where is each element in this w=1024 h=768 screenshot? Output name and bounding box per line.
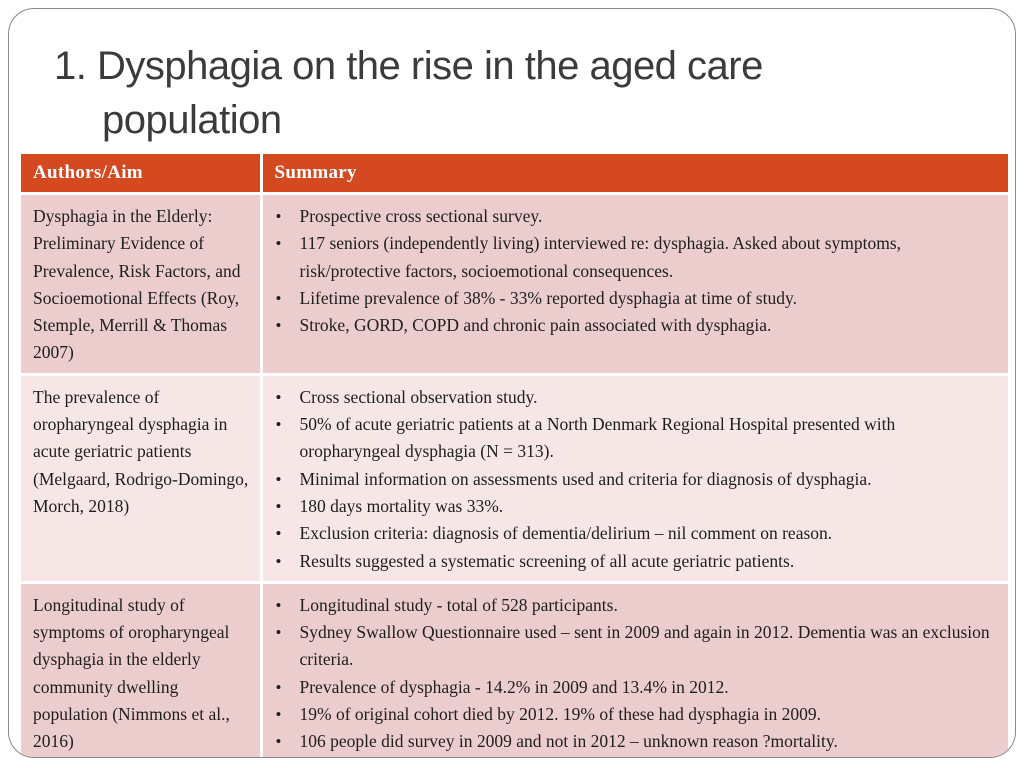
page-title xyxy=(54,39,994,147)
table-header-row xyxy=(21,154,1008,194)
header-summary: Summary xyxy=(261,154,1008,194)
title-line-1: 1. Dysphagia on the rise in the aged care xyxy=(54,44,763,88)
row-aim-cell: Dysphagia in the Elderly: Preliminary Evidence of Prevalence, Risk Factors, and Socioemotional Effects (Roy, Stemple, Merrill & Thomas 2007) xyxy=(21,194,261,375)
summary-bullet: • Prospective cross sectional survey. xyxy=(271,203,997,230)
row-aim-cell: The prevalence of oropharyngeal dysphagia in acute geriatric patients (Melgaard, Rodrigo-Domingo, Morch, 2018) xyxy=(21,374,261,582)
header-authors-aim: Authors/Aim xyxy=(21,154,261,194)
studies-table xyxy=(21,154,1008,758)
slide xyxy=(8,8,1016,758)
row-summary-cell xyxy=(261,582,1008,758)
summary-bullet: • Exclusion criteria: diagnosis of dementia/delirium – nil comment on reason. xyxy=(271,520,997,547)
summary-bullet: • Cross sectional observation study. xyxy=(271,384,997,411)
summary-list xyxy=(271,384,997,575)
table-row xyxy=(21,582,1008,758)
summary-list xyxy=(271,592,997,756)
summary-bullet: • 106 people did survey in 2009 and not in 2012 – unknown reason ?mortality. xyxy=(271,728,997,755)
table-row xyxy=(21,374,1008,582)
summary-bullet: • Results suggested a systematic screening of all acute geriatric patients. xyxy=(271,548,997,575)
summary-bullet: • 180 days mortality was 33%. xyxy=(271,493,997,520)
summary-bullet: • Prevalence of dysphagia - 14.2% in 2009 and 13.4% in 2012. xyxy=(271,674,997,701)
title-line-2: population xyxy=(102,98,282,142)
summary-bullet: • Stroke, GORD, COPD and chronic pain associated with dysphagia. xyxy=(271,312,997,339)
summary-list xyxy=(271,203,997,339)
table-row xyxy=(21,194,1008,375)
summary-bullet: • 117 seniors (independently living) interviewed re: dysphagia. Asked about symptoms, risk/protective factors, socioemotional consequences. xyxy=(271,230,997,285)
summary-bullet: • 50% of acute geriatric patients at a North Denmark Regional Hospital presented with oropharyngeal dysphagia (N = 313). xyxy=(271,411,997,466)
row-summary-cell xyxy=(261,194,1008,375)
row-summary-cell xyxy=(261,374,1008,582)
summary-bullet: • Minimal information on assessments used and criteria for diagnosis of dysphagia. xyxy=(271,466,997,493)
summary-bullet: • Sydney Swallow Questionnaire used – sent in 2009 and again in 2012. Dementia was an exclusion criteria. xyxy=(271,619,997,674)
summary-bullet: • Longitudinal study - total of 528 participants. xyxy=(271,592,997,619)
row-aim-cell: Longitudinal study of symptoms of oropharyngeal dysphagia in the elderly community dwelling population (Nimmons et al., 2016) xyxy=(21,582,261,758)
summary-bullet: • Lifetime prevalence of 38% - 33% reported dysphagia at time of study. xyxy=(271,285,997,312)
summary-bullet: • 19% of original cohort died by 2012. 19% of these had dysphagia in 2009. xyxy=(271,701,997,728)
